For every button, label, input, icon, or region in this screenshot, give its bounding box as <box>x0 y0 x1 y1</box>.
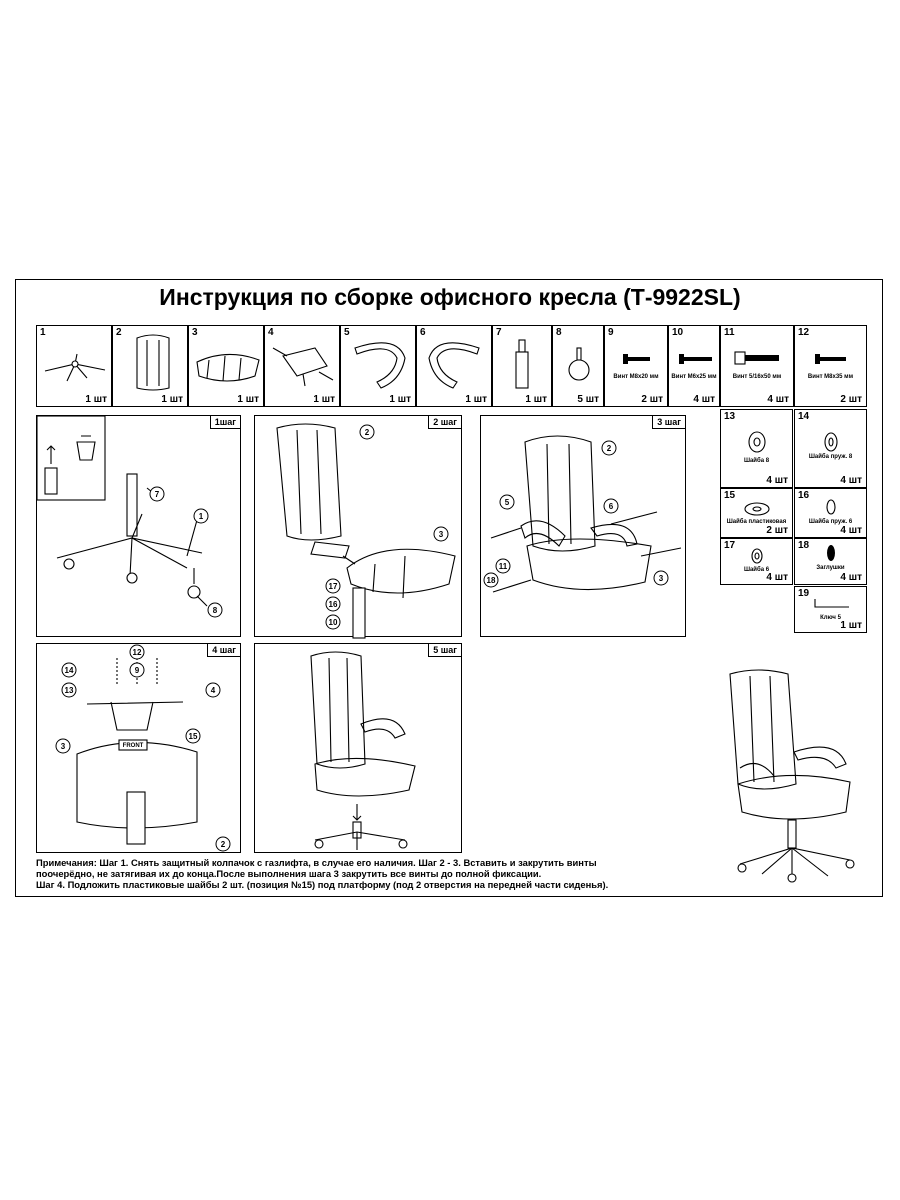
part-cell-8 <box>552 325 604 407</box>
part-quantity: 1 шт <box>237 394 259 405</box>
step-5-illustration <box>255 644 463 854</box>
callout-label: 2 <box>606 444 612 453</box>
part-caption: Винт М8х35 мм <box>807 374 854 380</box>
callout-label: 6 <box>608 502 614 511</box>
callout-label: 4 <box>210 686 216 695</box>
part-number: 17 <box>724 540 736 551</box>
step-label: 3 шаг <box>652 416 685 429</box>
part-quantity: 2 шт <box>840 394 862 405</box>
part-cell-14 <box>794 409 867 488</box>
part-caption: Шайба пруж. 6 <box>808 519 853 525</box>
part-cell-10 <box>668 325 720 407</box>
step-1-panel <box>36 415 241 637</box>
callout-label: 5 <box>504 498 510 507</box>
part-quantity: 4 шт <box>840 475 862 486</box>
part-cell-19 <box>794 586 867 633</box>
part-quantity: 2 шт <box>641 394 663 405</box>
part-quantity: 1 шт <box>313 394 335 405</box>
part-number: 3 <box>192 327 198 338</box>
step-4-panel <box>36 643 241 853</box>
part-number: 8 <box>556 327 562 338</box>
step-2-callouts <box>255 416 463 638</box>
part-quantity: 5 шт <box>577 394 599 405</box>
part-number: 18 <box>798 540 810 551</box>
part-caption: Винт М8х20 мм <box>613 374 659 380</box>
part-number: 10 <box>672 327 684 338</box>
part-quantity: 4 шт <box>766 572 788 583</box>
part-quantity: 4 шт <box>693 394 715 405</box>
callout-label: 14 <box>64 666 74 675</box>
part-quantity: 2 шт <box>766 525 788 536</box>
part-number: 1 <box>40 327 46 338</box>
part-number: 5 <box>344 327 350 338</box>
part-cell-18 <box>794 538 867 585</box>
callout-label: 7 <box>154 490 160 499</box>
part-number: 14 <box>798 411 810 422</box>
callout-label: 3 <box>60 742 66 751</box>
assembly-notes <box>36 857 736 890</box>
part-quantity: 4 шт <box>840 572 862 583</box>
part-cell-3 <box>188 325 264 407</box>
part-number: 9 <box>608 327 614 338</box>
callout-label: 11 <box>498 562 508 571</box>
step-3-callouts <box>481 416 687 638</box>
part-number: 15 <box>724 490 736 501</box>
part-quantity: 4 шт <box>767 394 789 405</box>
part-quantity: 1 шт <box>525 394 547 405</box>
front-label: FRONT <box>122 743 144 749</box>
callout-label: 3 <box>438 530 444 539</box>
page-title: Инструкция по сборке офисного кресла (Т-9922SL) <box>159 284 741 310</box>
part-number: 16 <box>798 490 810 501</box>
callout-label: 1 <box>198 512 204 521</box>
part-quantity: 1 шт <box>85 394 107 405</box>
part-quantity: 1 шт <box>465 394 487 405</box>
part-caption: Шайба 8 <box>743 458 770 464</box>
step-4-callouts <box>37 644 242 854</box>
part-number: 12 <box>798 327 810 338</box>
callout-label: 8 <box>212 606 218 615</box>
part-cell-15 <box>720 488 793 538</box>
part-cell-12 <box>794 325 867 407</box>
part-quantity: 4 шт <box>840 525 862 536</box>
part-number: 13 <box>724 411 736 422</box>
part-number: 2 <box>116 327 122 338</box>
part-caption: Заглушки <box>816 565 845 571</box>
part-cell-2 <box>112 325 188 407</box>
part-cell-13 <box>720 409 793 488</box>
step-label: 2 шаг <box>428 416 461 429</box>
part-quantity: 1 шт <box>161 394 183 405</box>
step-2-panel <box>254 415 462 637</box>
part-cell-11 <box>720 325 794 407</box>
callout-label: 16 <box>328 600 338 609</box>
part-cell-17 <box>720 538 793 585</box>
part-quantity: 1 шт <box>840 620 862 631</box>
part-caption: Винт 5/16х50 мм <box>732 374 782 380</box>
callout-label: 3 <box>658 574 664 583</box>
callout-label: 9 <box>134 666 140 675</box>
note-line: Шаг 4. Подложить пластиковые шайбы 2 шт. (позиция №15) под платформу (под 2 отверстия на передней части сиденья). <box>36 879 609 890</box>
step-5-panel <box>254 643 462 853</box>
part-caption: Ключ 5 <box>820 615 841 621</box>
note-line: поочерёдно, не затягивая их до конца.После выполнения шага 3 закрутить все винты до полной фиксации. <box>36 868 542 879</box>
callout-label: 12 <box>132 648 142 657</box>
callout-label: 15 <box>188 732 198 741</box>
part-cell-9 <box>604 325 668 407</box>
part-cell-4 <box>264 325 340 407</box>
callout-label: 2 <box>364 428 370 437</box>
part-number: 7 <box>496 327 502 338</box>
step-3-panel <box>480 415 686 637</box>
callout-label: 18 <box>486 576 496 585</box>
callout-label: 2 <box>220 840 226 849</box>
callout-label: 13 <box>64 686 74 695</box>
callout-label: 10 <box>328 618 338 627</box>
part-caption: Шайба пруж. 8 <box>808 454 853 460</box>
callout-label: 17 <box>328 582 338 591</box>
step-1-callouts <box>37 416 242 638</box>
part-cell-1 <box>36 325 112 407</box>
part-number: 6 <box>420 327 426 338</box>
part-number: 19 <box>798 588 810 599</box>
part-caption: Шайба пластиковая <box>726 519 787 525</box>
part-number: 11 <box>724 327 735 338</box>
step-label: 1шаг <box>210 416 240 429</box>
step-label: 4 шаг <box>207 644 240 657</box>
note-line: Примечания: Шаг 1. Снять защитный колпачок с газлифта, в случае его наличия. Шаг 2 - 3. Вставить и закрутить винты <box>36 857 597 868</box>
part-cell-5 <box>340 325 416 407</box>
part-cell-7 <box>492 325 552 407</box>
part-cell-16 <box>794 488 867 538</box>
step-label: 5 шаг <box>428 644 461 657</box>
part-caption: Винт М6х25 мм <box>671 374 717 380</box>
part-caption: Шайба 6 <box>743 567 770 573</box>
part-cell-6 <box>416 325 492 407</box>
part-number: 4 <box>268 327 274 338</box>
part-quantity: 4 шт <box>766 475 788 486</box>
assembled-chair-illustration <box>718 664 868 884</box>
part-quantity: 1 шт <box>389 394 411 405</box>
